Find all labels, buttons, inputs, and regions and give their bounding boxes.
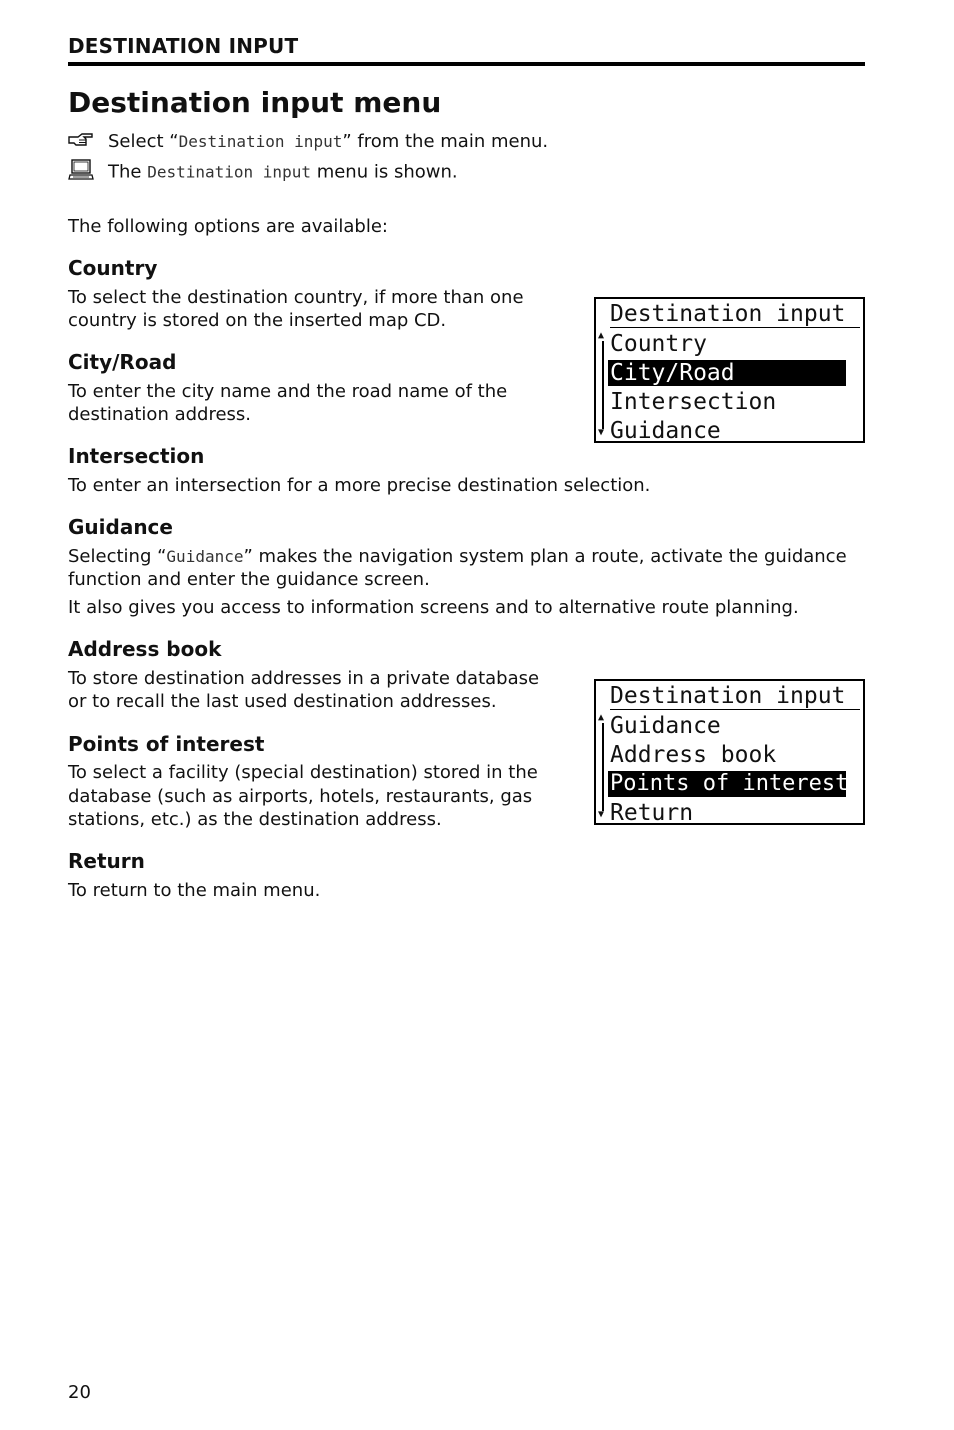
intro-text: The following options are available: bbox=[68, 216, 389, 237]
header-rule bbox=[68, 62, 865, 66]
scroll-up-icon: ▲ bbox=[598, 712, 605, 723]
lcd-screen-2 bbox=[594, 679, 865, 825]
para-intersection: To enter an intersection for a more precise destination selection. bbox=[68, 475, 651, 496]
step-select: Select “Destination input” from the main menu. bbox=[68, 131, 548, 153]
para-guidance-1: Selecting “Guidance” makes the navigation system plan a route, activate the guidance bbox=[68, 546, 847, 567]
scrollbar bbox=[598, 713, 608, 822]
para-return: To return to the main menu. bbox=[68, 880, 321, 901]
para-guidance-2: function and enter the guidance screen. bbox=[68, 569, 430, 590]
heading-return: Return bbox=[68, 849, 145, 873]
code-text: Destination input bbox=[147, 162, 311, 182]
para-poi-2: database (such as airports, hotels, restaurants, gas bbox=[68, 786, 533, 807]
lcd-item-intersection[interactable]: Intersection bbox=[610, 389, 777, 415]
page-number: 20 bbox=[68, 1382, 91, 1403]
para-country-2: country is stored on the inserted map CD. bbox=[68, 310, 447, 331]
heading-country: Country bbox=[68, 256, 158, 280]
step-menu-shown: The Destination input menu is shown. bbox=[68, 159, 458, 186]
heading-address-book: Address book bbox=[68, 637, 222, 661]
code-text: Destination input bbox=[178, 132, 343, 151]
scroll-down-icon: ▼ bbox=[598, 809, 605, 820]
scrollbar bbox=[598, 331, 608, 440]
heading-city-road: City/Road bbox=[68, 350, 177, 374]
heading-guidance: Guidance bbox=[68, 515, 173, 539]
para-poi-1: To select a facility (special destination) stored in the bbox=[68, 762, 538, 783]
para-city-road-1: To enter the city name and the road name of the bbox=[68, 381, 508, 402]
page-title: Destination input menu bbox=[68, 86, 442, 119]
code-text: Guidance bbox=[166, 547, 244, 566]
lcd-title: Destination input bbox=[610, 683, 860, 710]
para-guidance-3: It also gives you access to information screens and to alternative route planning. bbox=[68, 597, 799, 618]
lcd-screen-1 bbox=[594, 297, 865, 443]
lcd-item-city-road[interactable]: City/Road bbox=[608, 360, 846, 386]
lcd-item-poi[interactable]: Points of interest bbox=[610, 771, 849, 796]
scroll-down-icon: ▼ bbox=[598, 427, 605, 438]
lcd-item-guidance[interactable]: Guidance bbox=[610, 418, 721, 444]
lcd-item-country[interactable]: Country bbox=[610, 331, 707, 357]
heading-poi: Points of interest bbox=[68, 732, 265, 756]
para-city-road-2: destination address. bbox=[68, 404, 252, 425]
para-address-book-2: or to recall the last used destination addresses. bbox=[68, 691, 497, 712]
pointing-hand-icon bbox=[68, 132, 98, 153]
lcd-item-guidance[interactable]: Guidance bbox=[610, 713, 721, 739]
heading-intersection: Intersection bbox=[68, 444, 205, 468]
para-poi-3: stations, etc.) as the destination address. bbox=[68, 809, 442, 830]
section-header: DESTINATION INPUT bbox=[68, 34, 299, 58]
para-address-book-1: To store destination addresses in a private database bbox=[68, 668, 540, 689]
scroll-up-icon: ▲ bbox=[598, 330, 605, 341]
para-country-1: To select the destination country, if more than one bbox=[68, 287, 524, 308]
lcd-item-return[interactable]: Return bbox=[610, 800, 694, 826]
screen-icon bbox=[68, 159, 98, 186]
lcd-title: Destination input bbox=[610, 301, 860, 328]
lcd-item-address-book[interactable]: Address book bbox=[610, 742, 777, 768]
